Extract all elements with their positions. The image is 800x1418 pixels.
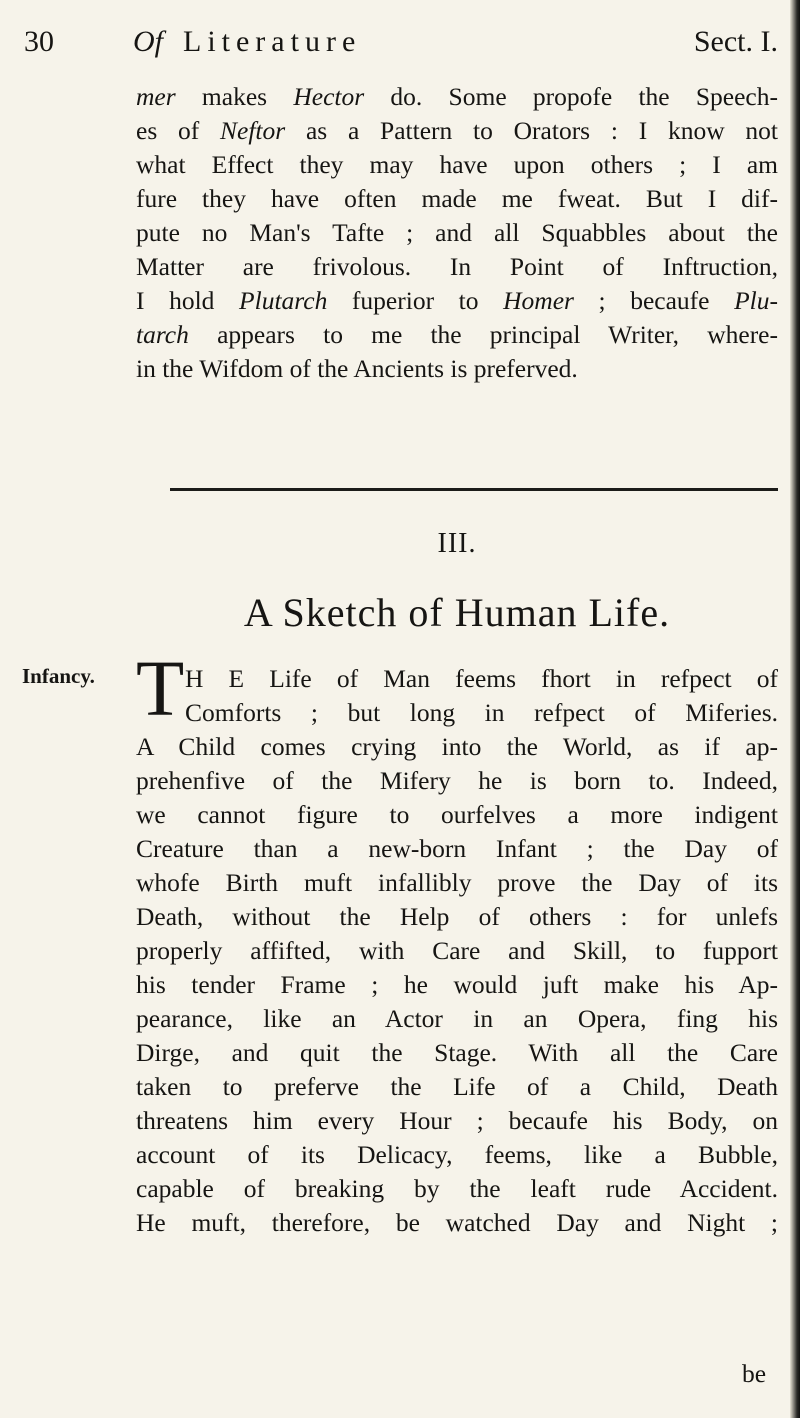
text-line xyxy=(136,1002,778,1036)
text-run: appears to me the principal Writer, where- xyxy=(188,320,778,349)
page-edge xyxy=(790,0,800,1418)
text-line xyxy=(136,968,778,1002)
text-line xyxy=(136,1104,778,1138)
text-line xyxy=(136,1036,778,1070)
text-run: Dirge, and quit the Stage. With all the Care xyxy=(136,1038,778,1067)
text-line xyxy=(136,730,778,764)
text-run: Matter are frivolous. In Point of Inftruction, xyxy=(136,252,778,281)
text-line xyxy=(136,250,778,284)
text-line xyxy=(136,662,778,696)
text-run: fure they have often made me fweat. But I dif- xyxy=(136,184,778,213)
text-run: Comforts ; but long in refpect of Miferies. xyxy=(185,698,778,727)
text-run: Death, without the Help of others : for unlefs xyxy=(136,902,778,931)
text-run: es of xyxy=(136,116,221,145)
text-run: A Child comes crying into the World, as if ap- xyxy=(136,732,778,761)
text-line xyxy=(136,696,778,730)
text-line xyxy=(136,148,778,182)
section-title: A Sketch of Human Life. xyxy=(243,590,671,635)
text-run: in the Wifdom of the Ancients is preferved. xyxy=(136,354,578,383)
text-run: properly affifted, with Care and Skill, to fupport xyxy=(136,936,778,965)
text-run: threatens him every Hour ; becaufe his Body, on xyxy=(136,1106,778,1135)
section-number: III. xyxy=(437,528,477,559)
text-run: pute no Man's Tafte ; and all Squabbles about the xyxy=(136,218,778,247)
running-head-section: Sect. I. xyxy=(693,25,778,58)
text-line xyxy=(136,798,778,832)
section-divider xyxy=(170,488,778,491)
text-line xyxy=(136,764,778,798)
text-run: what Effect they may have upon others ; I am xyxy=(136,150,778,179)
italic-text: tarch xyxy=(136,320,189,349)
italic-text: Homer xyxy=(503,286,574,315)
text-line xyxy=(136,80,778,114)
text-run: his tender Frame ; he would juft make his Ap- xyxy=(136,970,778,999)
text-line xyxy=(136,866,778,900)
running-head-of: Of xyxy=(133,25,163,58)
text-run: we cannot figure to ourfelves a more indigent xyxy=(136,800,778,829)
running-head xyxy=(133,25,778,65)
italic-text: Hector xyxy=(293,82,365,111)
text-line xyxy=(136,318,778,352)
text-run: makes xyxy=(175,82,294,111)
text-line xyxy=(136,216,778,250)
running-head-title: Literature xyxy=(183,25,362,58)
page-number: 30 xyxy=(24,25,54,58)
italic-text: Neftor xyxy=(220,116,286,145)
text-run: ; becaufe xyxy=(573,286,735,315)
top-paragraph xyxy=(136,80,778,386)
text-line xyxy=(136,284,778,318)
text-line xyxy=(136,1070,778,1104)
text-run: prehenfive of the Mifery he is born to. Indeed, xyxy=(136,766,778,795)
text-line xyxy=(136,1206,778,1240)
margin-note: Infancy. xyxy=(22,664,95,688)
text-run: as a Pattern to Orators : I know not xyxy=(285,116,778,145)
text-line xyxy=(136,182,778,216)
text-run: I hold xyxy=(136,286,240,315)
text-line xyxy=(136,934,778,968)
text-line xyxy=(136,1172,778,1206)
text-run: pearance, like an Actor in an Opera, fing his xyxy=(136,1004,778,1033)
italic-text: Plutarch xyxy=(239,286,328,315)
catchword: be xyxy=(742,1359,767,1388)
text-line xyxy=(136,1138,778,1172)
text-run: whofe Birth muft infallibly prove the Day of its xyxy=(136,868,778,897)
text-run: do. Some propofe the Speech- xyxy=(364,82,778,111)
text-run: He muft, therefore, be watched Day and Night ; xyxy=(136,1208,778,1237)
text-line xyxy=(136,832,778,866)
italic-text: Plu- xyxy=(734,286,778,315)
text-run: fuperior to xyxy=(327,286,504,315)
text-line xyxy=(136,352,778,386)
main-paragraph xyxy=(136,662,778,1240)
text-line xyxy=(136,900,778,934)
text-run: Creature than a new-born Infant ; the Day of xyxy=(136,834,778,863)
text-line xyxy=(136,114,778,148)
italic-text: mer xyxy=(136,82,176,111)
text-run: taken to preferve the Life of a Child, Death xyxy=(136,1072,778,1101)
text-run: capable of breaking by the leaft rude Accident. xyxy=(136,1174,778,1203)
drop-cap: T xyxy=(136,646,185,733)
text-run: account of its Delicacy, feems, like a Bubble, xyxy=(136,1140,778,1169)
text-run: H E Life of Man feems fhort in refpect of xyxy=(185,664,778,693)
